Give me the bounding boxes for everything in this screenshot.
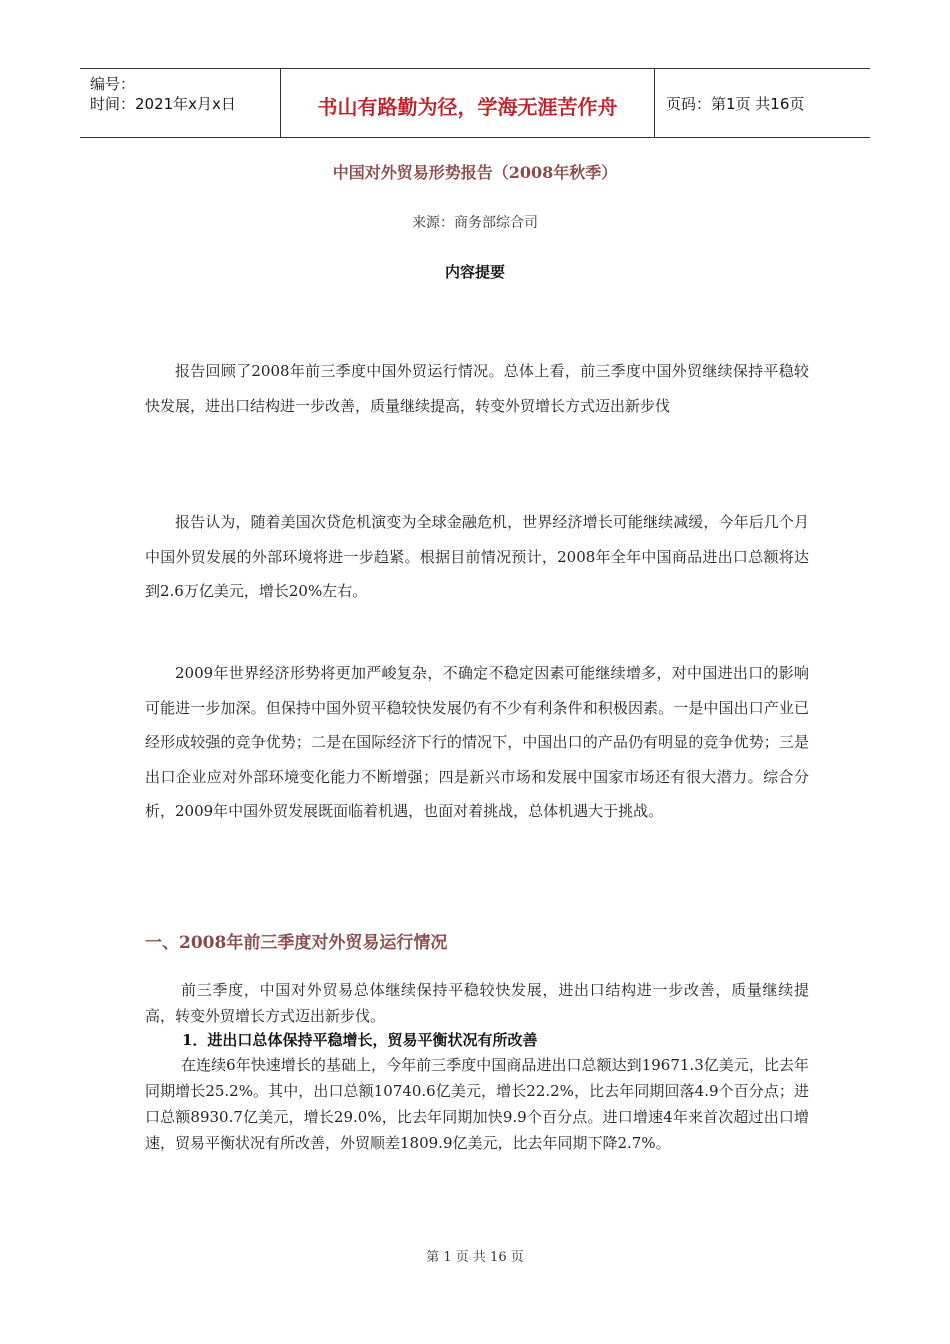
page-info: 页码：第1页 共16页 xyxy=(666,95,805,113)
page-header xyxy=(80,68,870,138)
header-motto-cell xyxy=(280,69,655,137)
section-intro: 前三季度，中国对外贸易总体继续保持平稳较快发展，进出口结构进一步改善，质量继续提高，转变外贸增长方式迈出新步伐。 xyxy=(145,981,809,1025)
page-footer: 第 1 页 共 16 页 xyxy=(426,1250,524,1265)
abstract-paragraph: 报告回顾了2008年前三季度中国外贸运行情况。总体上看，前三季度中国外贸继续保持平稳较快发展，进出口结构进一步改善，质量继续提高，转变外贸增长方式迈出新步伐 xyxy=(145,362,809,415)
header-page-cell xyxy=(654,69,870,137)
subsection-text: 在连续6年快速增长的基础上，今年前三季度中国商品进出口总额达到19671.3亿美元，比去年同期增长25.2%。其中，出口总额10740.6亿美元，增长22.2%，比去年同期回落4.9个百分点；进口总额8930.7亿美元，增长29.0%，比去年同期加快9.9个百分点。进口增速4年来首次超过出口增速，贸易平衡状况有所改善，外贸顺差1809.9亿美元，比去年同期下降2.7%。 xyxy=(145,1056,809,1152)
abstract-paragraph: 2009年世界经济形势将更加严峻复杂，不确定不稳定因素可能继续增多，对中国进出口的影响可能进一步加深。但保持中国外贸平稳较快发展仍有不少有利条件和积极因素。一是中国出口产业已经形成较强的竞争优势；二是在国际经济下行的情况下，中国出口的产品仍有明显的竞争优势；三是出口企业应对外部环境变化能力不断增强；四是新兴市场和发展中国家市场还有很大潜力。综合分析，2009年中国外贸发展既面临着机遇，也面对着挑战，总体机遇大于挑战。 xyxy=(145,664,809,820)
header-meta-cell xyxy=(80,69,280,137)
document-title: 中国对外贸易形势报告（2008年秋季） xyxy=(332,163,618,182)
motto-text: 书山有路勤为径，学海无涯苦作舟 xyxy=(317,95,618,119)
section-heading: 一、2008年前三季度对外贸易运行情况 xyxy=(145,933,448,953)
time-label: 时间：2021年x月x日 xyxy=(90,95,236,113)
abstract-heading: 内容提要 xyxy=(444,263,505,281)
subsection-heading: 1．进出口总体保持平稳增长，贸易平衡状况有所改善 xyxy=(182,1031,538,1049)
document-source: 来源：商务部综合司 xyxy=(412,215,538,231)
abstract-paragraph: 报告认为，随着美国次贷危机演变为全球金融危机，世界经济增长可能继续减缓，今年后几个月中国外贸发展的外部环境将进一步趋紧。根据目前情况预计，2008年全年中国商品进出口总额将达到2.6万亿美元，增长20%左右。 xyxy=(145,513,809,600)
number-label: 编号： xyxy=(90,75,136,93)
